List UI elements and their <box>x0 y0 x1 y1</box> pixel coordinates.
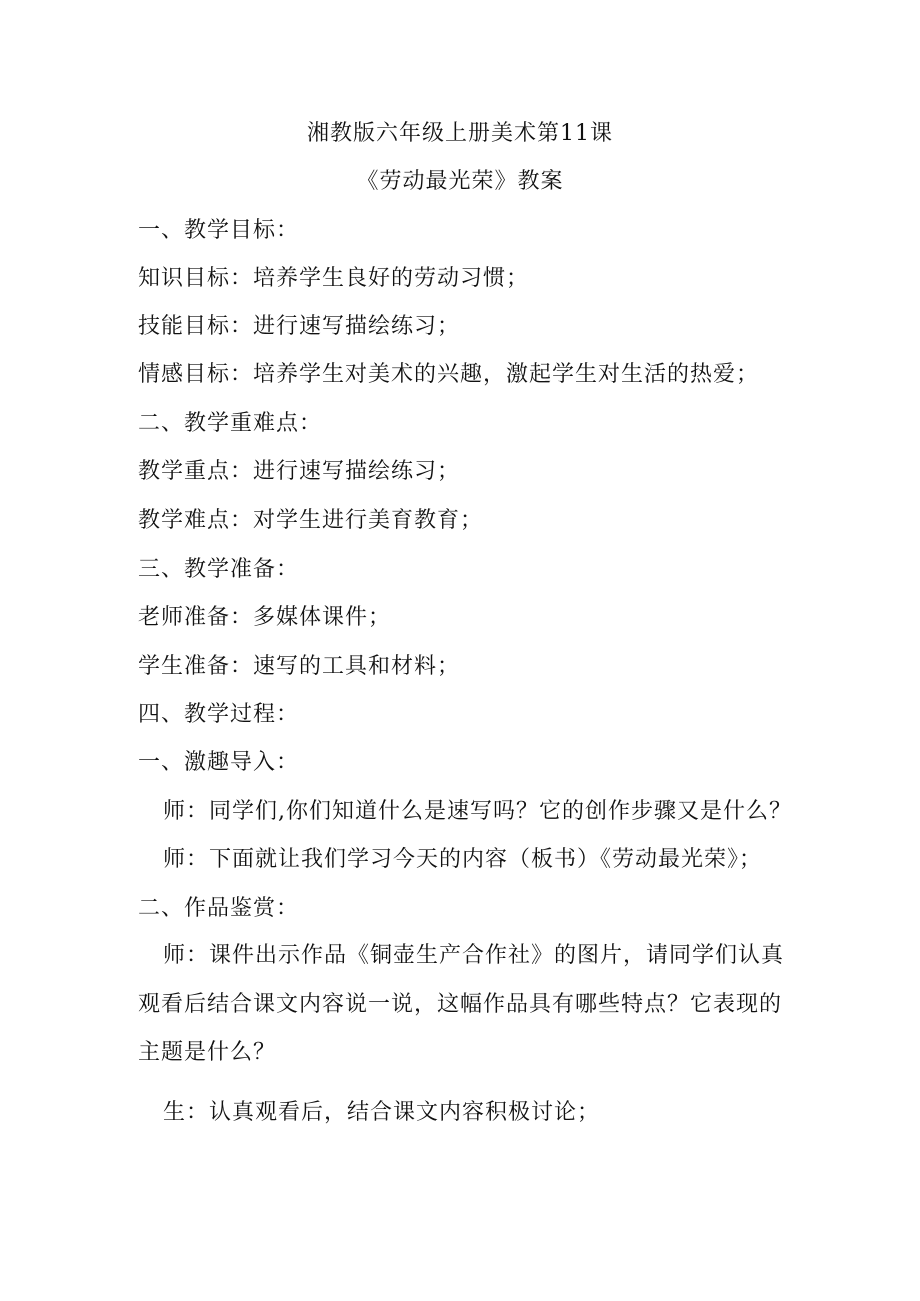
teacher-preparation: 老师准备：多媒体课件； <box>138 605 392 630</box>
teacher-artwork-prompt-line-3: 主题是什么？ <box>138 1040 277 1065</box>
section-heading-preparation: 三、教学准备： <box>138 557 300 582</box>
teacher-artwork-prompt-line-2: 观看后结合课文内容说一说，这幅作品具有哪些特点？它表现的 <box>138 992 783 1017</box>
process-heading-introduction: 一、激趣导入： <box>138 750 300 775</box>
emotion-goal: 情感目标：培养学生对美术的兴趣，激起学生对生活的热爱； <box>138 362 760 387</box>
knowledge-goal: 知识目标：培养学生良好的劳动习惯； <box>138 266 530 291</box>
student-discussion: 生：认真观看后，结合课文内容积极讨论； <box>163 1100 601 1125</box>
teacher-introduce-lesson: 师：下面就让我们学习今天的内容（板书）《劳动最光荣》； <box>163 847 763 872</box>
document-title: 湘教版六年级上册美术第11课 <box>307 121 613 146</box>
section-heading-key-points: 二、教学重难点： <box>138 411 323 436</box>
skill-goal: 技能目标：进行速写描绘练习； <box>138 314 461 339</box>
section-heading-process: 四、教学过程： <box>138 702 300 727</box>
teaching-key-point: 教学重点：进行速写描绘练习； <box>138 459 461 484</box>
section-heading-objectives: 一、教学目标： <box>138 218 300 243</box>
teacher-question-sketching: 师：同学们,你们知道什么是速写吗？它的创作步骤又是什么？ <box>163 799 792 824</box>
teacher-artwork-prompt-line-1: 师：课件出示作品《铜壶生产合作社》的图片，请同学们认真 <box>163 943 785 968</box>
document-subtitle: 《劳动最光荣》教案 <box>356 169 564 194</box>
teaching-difficult-point: 教学难点：对学生进行美育教育； <box>138 508 484 533</box>
process-heading-appreciation: 二、作品鉴赏： <box>138 896 300 921</box>
student-preparation: 学生准备：速写的工具和材料； <box>138 654 461 679</box>
